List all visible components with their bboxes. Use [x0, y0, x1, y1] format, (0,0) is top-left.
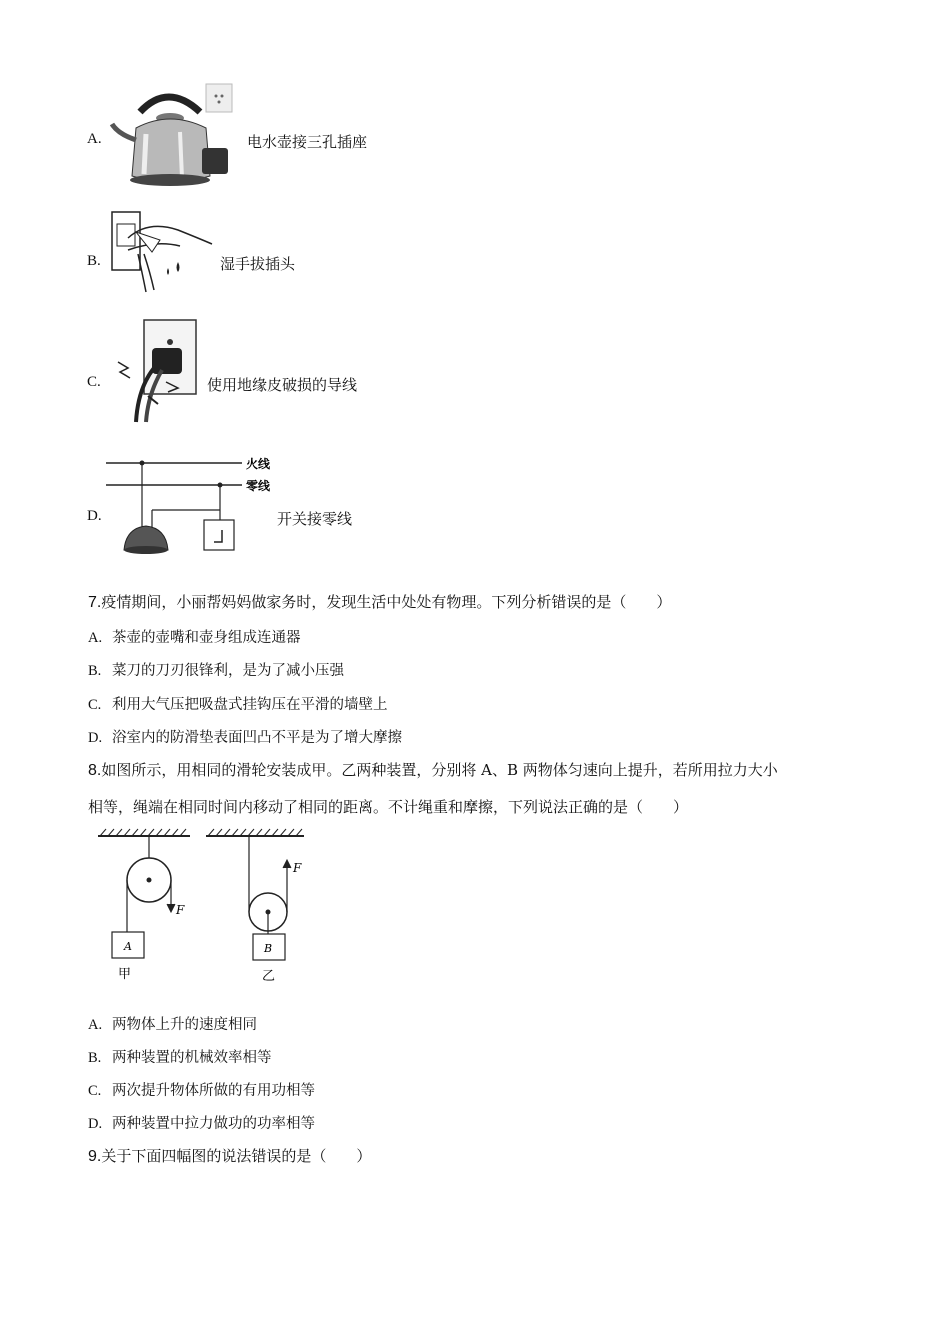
q8-stem-line2: 相等，绳端在相同时间内移动了相同的距离。不计绳重和摩擦，下列说法正确的是（ ） [88, 798, 689, 816]
option-c-letter: C. [87, 374, 101, 390]
block-a-label: A [124, 940, 132, 953]
q8-stem-line1 [88, 759, 778, 780]
q9-number: 9. [88, 1148, 102, 1165]
option-d-text: 开关接零线 [277, 510, 353, 528]
option-b-text: 湿手拔插头 [220, 255, 296, 273]
live-wire-label: 火线 [246, 457, 271, 471]
q7-choice-a[interactable]: A. 茶壶的壶嘴和壶身组成连通器 [88, 630, 301, 646]
option-d-letter: D. [87, 508, 102, 524]
q7-choice-b[interactable]: B. 菜刀的刀刃很锋利，是为了减小压强 [88, 663, 344, 679]
left-force-label: F [176, 903, 185, 917]
pulley-figure [96, 826, 316, 986]
option-c-text: 使用地缘皮破损的导线 [207, 376, 358, 394]
q8-number: 8. [88, 762, 102, 779]
option-b-letter: B. [87, 253, 101, 269]
q9-stem [88, 1145, 371, 1166]
q7-choice-c[interactable]: C. 利用大气压把吸盘式挂钩压在平滑的墙壁上 [88, 697, 388, 713]
q8-choice-d[interactable]: D. 两种装置中拉力做功的功率相等 [88, 1116, 315, 1132]
left-caption: 甲 [118, 967, 132, 982]
q8-choice-b[interactable]: B. 两种装置的机械效率相等 [88, 1050, 272, 1066]
q7-text: 疫情期间，小丽帮妈妈做家务时，发现生活中处处有物理。下列分析错误的是（ ） [101, 593, 672, 611]
option-a-letter: A. [87, 131, 102, 147]
q8-choice-c[interactable]: C. 两次提升物体所做的有用功相等 [88, 1083, 315, 1099]
circuit-diagram [106, 454, 282, 558]
q8-text-line1: 如图所示，用相同的滑轮安装成甲。乙两种装置，分别将 A、B 两物体匀速向上提升，若所用拉力大小 [101, 761, 778, 779]
option-a-text: 电水壶接三孔插座 [247, 133, 368, 151]
block-b-label: B [264, 942, 273, 955]
kettle-image [110, 84, 238, 190]
q9-text: 关于下面四幅图的说法错误的是（ ） [101, 1147, 372, 1165]
right-caption: 乙 [262, 969, 276, 984]
q7-stem [88, 591, 671, 612]
q8-choice-a[interactable]: A. 两物体上升的速度相同 [88, 1017, 257, 1033]
wet-hand-image [108, 210, 218, 294]
q7-number: 7. [88, 594, 102, 611]
damaged-cable-image [108, 318, 198, 424]
q7-choice-d[interactable]: D. 浴室内的防滑垫表面凹凸不平是为了增大摩擦 [88, 730, 402, 746]
right-force-label: F [293, 861, 302, 875]
neutral-wire-label: 零线 [246, 479, 271, 493]
